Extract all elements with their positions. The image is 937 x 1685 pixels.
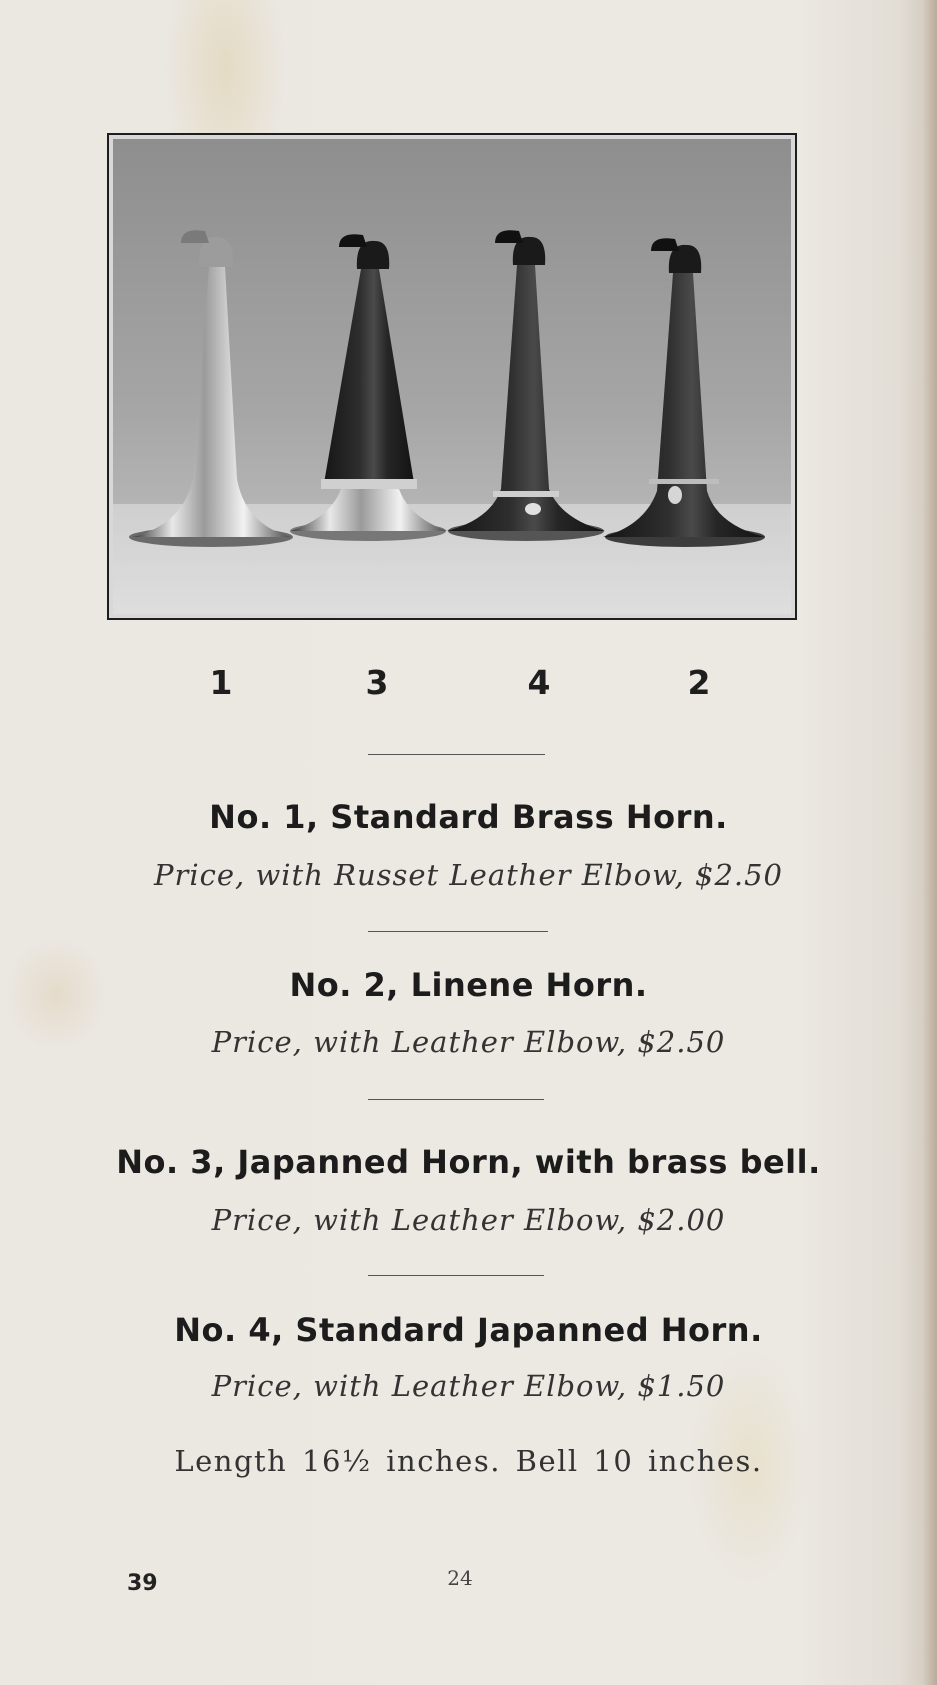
photo-label-horn-4: 4 bbox=[527, 663, 551, 702]
page-number: 24 bbox=[447, 1566, 473, 1590]
divider-rule bbox=[368, 931, 548, 932]
horn-1-title: No. 1, Standard Brass Horn. bbox=[209, 798, 728, 836]
divider-rule bbox=[368, 1275, 544, 1276]
folio-number: 39 bbox=[127, 1571, 158, 1596]
horn-4-price: Price, with Leather Elbow, $1.50 bbox=[211, 1369, 726, 1403]
horn-2-title: No. 2, Linene Horn. bbox=[289, 966, 648, 1004]
horn-dimensions: Length 16½ inches. Bell 10 inches. bbox=[174, 1444, 763, 1478]
horns-photo-illustration bbox=[113, 139, 791, 614]
horn-1-price: Price, with Russet Leather Elbow, $2.50 bbox=[153, 858, 784, 892]
photo-label-horn-3: 3 bbox=[365, 663, 389, 702]
horns-photograph bbox=[107, 133, 797, 620]
photo-label-horn-1: 1 bbox=[209, 663, 233, 702]
photo-label-horn-2: 2 bbox=[687, 663, 711, 702]
horn-4-title: No. 4, Standard Japanned Horn. bbox=[174, 1311, 763, 1349]
horn-3-title: No. 3, Japanned Horn, with brass bell. bbox=[116, 1143, 821, 1181]
page-spine-shadow bbox=[923, 0, 937, 1685]
horn-2-price: Price, with Leather Elbow, $2.50 bbox=[211, 1025, 726, 1059]
divider-rule bbox=[368, 1099, 544, 1100]
horn-3-price: Price, with Leather Elbow, $2.00 bbox=[211, 1203, 726, 1237]
divider-rule bbox=[368, 754, 545, 755]
